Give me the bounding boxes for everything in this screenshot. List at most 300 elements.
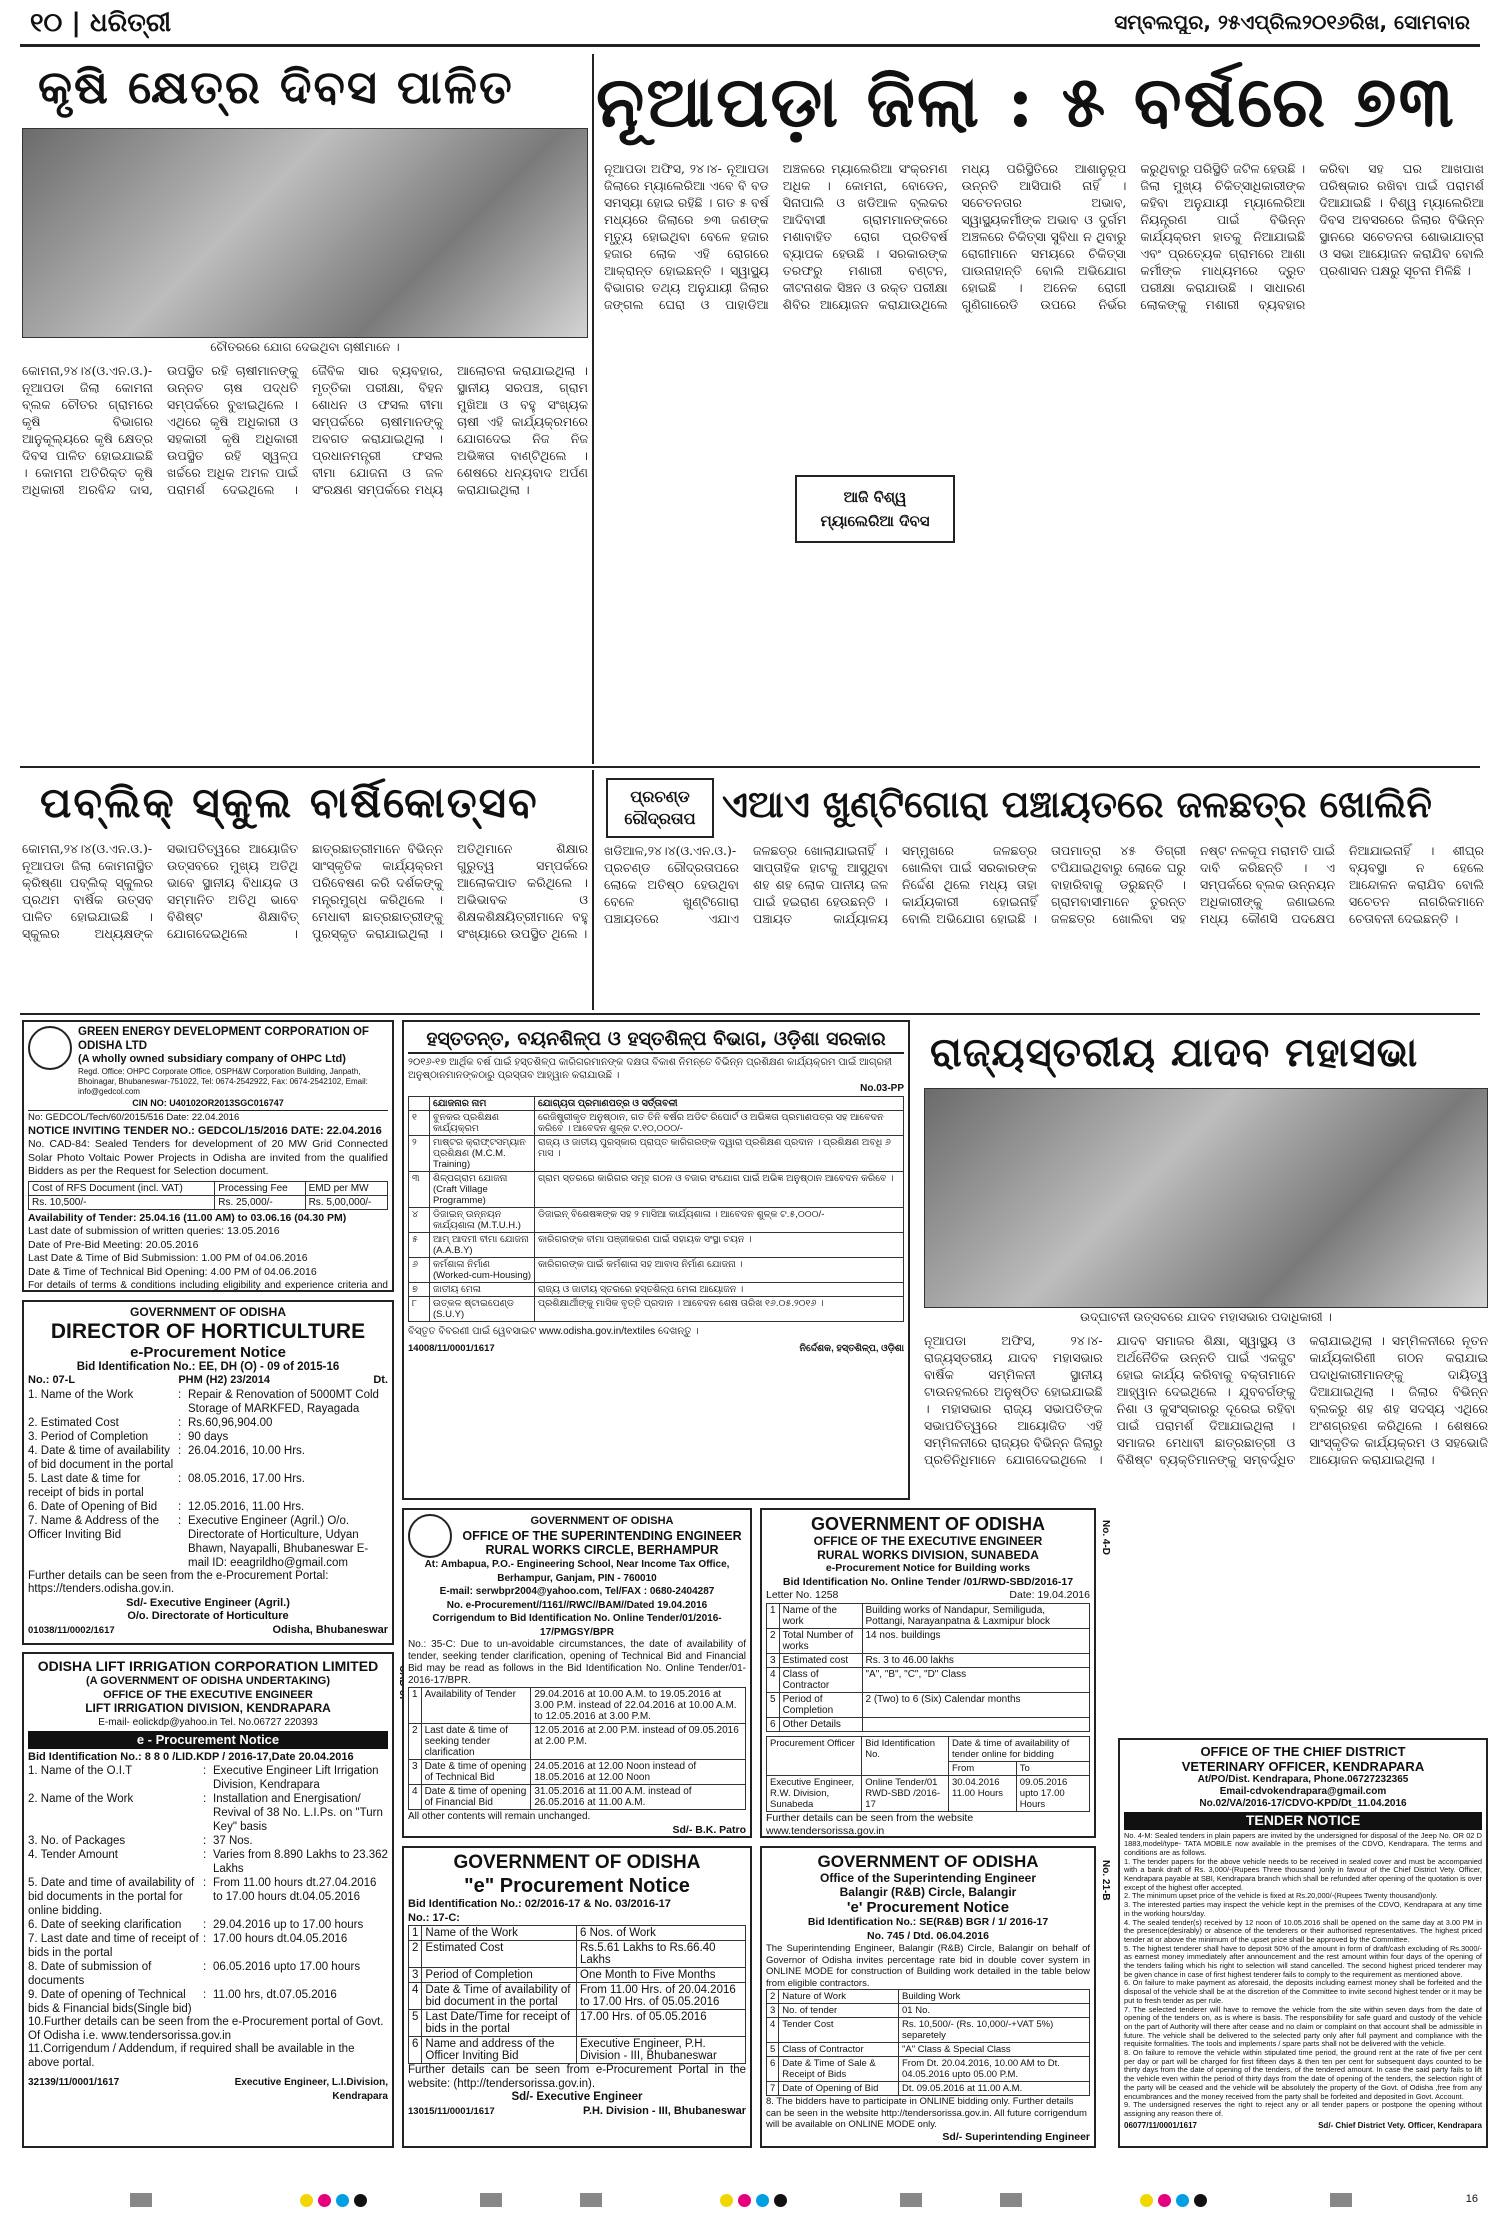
detail-label: 9. Date of opening of Technical bids & Financial bids(Single bid) <box>28 1989 192 2015</box>
olic-division: LIFT IRRIGATION DIVISION, KENDRAPARA <box>85 1701 331 1715</box>
dateline: ସମ୍ବଲପୁର, ୨୫ଏପ୍ରିଲ୨୦୧୬ରିଖ, ସୋମବାର <box>1114 10 1470 34</box>
table-cell: 24.05.2016 at 12.00 Noon instead of 18.05.2016 at 12.00 Noon <box>531 1760 746 1785</box>
handloom-foot: ବିସ୍ତୃତ ବିବରଣୀ ପାଇଁ ୱେବସାଇଟ www.odisha.gov.in/textiles ଦେଖନ୍ତୁ । <box>408 1325 699 1337</box>
phd-gov: GOVERNMENT OF ODISHA <box>453 1852 701 1873</box>
handloom-sign: ନିର୍ଦ୍ଦେଶକ, ହସ୍ତଶିଳ୍ପ, ଓଡ଼ିଶା <box>799 1343 904 1354</box>
horti-foot: Further details can be seen from the e-Procurement Portal: https://tenders.odisha.gov.in. <box>28 1569 329 1595</box>
detail-value: 17.00 hours dt.04.05.2016 <box>213 1933 348 1945</box>
page-mark: 16 <box>1465 2193 1478 2205</box>
detail-label: 3. No. of Packages <box>28 1835 126 1847</box>
rural-email: E-mail: serwbpr2004@yahoo.com, Tel/FAX : 0680-2404287 <box>439 1586 715 1597</box>
vet-condition: 4. The sealed tender(s) received by 12 noon of 10.05.2016 shall be opened on the same day at 3.00 PM in the presence(desirably) or absence of the tenderers or their authorised representatives. The highest priced tender at or above the minimum of the upset price shall be approved by the Committee. <box>1124 1917 1482 1944</box>
olic-bid: Bid Identification No.: 8 8 0 /LID.KDP / 2016-17,Date 20.04.2016 <box>28 1750 354 1763</box>
gedcol-footer: For details of terms & conditions including eligibility and experience criteria and <box>28 1280 388 1291</box>
sched-header: To <box>1016 1761 1089 1775</box>
table-cell: 1 <box>409 1688 422 1724</box>
detail-value: 08.05.2016, 17.00 Hrs. <box>188 1472 305 1485</box>
table-cell: Tender Cost <box>779 2018 899 2043</box>
table-row <box>409 1232 904 1257</box>
horti-title: DIRECTOR OF HORTICULTURE <box>50 1319 366 1343</box>
detail-sep: : <box>203 1849 207 1861</box>
detail-row <box>28 1932 388 1960</box>
rural-desc: No.: 35-C: Due to un-avoidable circumstances, the date of availability of tender, seeking tender clarification, opening of Technical Bid and Financial Bid may be read as follows in the Bid Identification No. Online Tender/01-2016-17/BPR. <box>408 1639 746 1686</box>
horti-no: No.: 07-L <box>28 1374 76 1386</box>
gedcol-company: GREEN ENERGY DEVELOPMENT CORPORATION OF ODISHA LTD <box>78 1026 369 1052</box>
table-cell: 2 <box>409 1724 422 1760</box>
gedcol-ref-no: No: GEDCOL/Tech/60/2015/516 Date: 22.04.2016 <box>28 1110 388 1125</box>
detail-row <box>28 1444 388 1472</box>
table-row <box>409 1926 746 1941</box>
table-row <box>409 1135 904 1171</box>
detail-row <box>28 1416 388 1430</box>
detail-label: 5. Last date & time for receipt of bids in portal <box>28 1472 144 1499</box>
table-cell: Period of Completion <box>779 1692 862 1717</box>
sched-header: Bid Identification No. <box>862 1736 949 1775</box>
story4-kicker: ପ୍ରଚଣ୍ଡ ରୌଦ୍ରତାପ <box>606 778 714 838</box>
balangir-office: Office of the Superintending Engineer <box>819 1871 1036 1885</box>
table-cell: "A" Class & Special Class <box>899 2043 1090 2057</box>
table-row <box>767 1653 1090 1667</box>
detail-row <box>28 1430 388 1444</box>
detail-value: 90 days <box>188 1430 229 1443</box>
table-cell: Executive Engineer, P.H. Division - III, Bhubaneswar <box>577 2037 746 2064</box>
ad-rural-works <box>402 1508 752 1838</box>
table-row <box>767 1717 1090 1731</box>
olic-email: E-mail- eolickdp@yahoo.in Tel. No.06727 220393 <box>98 1716 318 1728</box>
table-cell: 4 <box>767 2018 779 2043</box>
vet-sign: Sd/- Chief District Vety. Officer, Kendrapara <box>1318 2120 1482 2130</box>
gedcol-cin: CIN NO: U40102OR2013SGC016747 <box>132 1097 284 1108</box>
table-row <box>767 2043 1090 2057</box>
story1-caption: ଚୌତରରେ ଯୋଗ ଦେଇଥିବା ଚାଷୀମାନେ । <box>210 340 400 354</box>
table-cell: 31.05.2016 at 11.00 A.M. instead of 26.05.2016 at 11.00 A.M. <box>531 1785 746 1810</box>
table-row <box>409 1207 904 1232</box>
table-row <box>767 2057 1090 2082</box>
masthead-rule <box>20 44 1480 47</box>
table-cell: କାରିଗରଙ୍କ ପାଇଁ କର୍ମଶାଳା ସହ ଆବାସ ନିର୍ମାଣ ଯୋଜନା । <box>535 1257 904 1282</box>
table-cell: From 11.00 Hrs. of 20.04.2016 to 17.00 Hrs. of 05.05.2016 <box>577 1983 746 2010</box>
table-cell: ୬ <box>409 1257 430 1282</box>
table-cell: Rs. 10,500/- (Rs. 10,000/-+VAT 5%) separetely <box>899 2018 1090 2043</box>
horti-bid: Bid Identification No.: EE, DH (O) - 09 of 2015-16 <box>76 1360 340 1373</box>
rural-gov: GOVERNMENT OF ODISHA <box>530 1515 674 1527</box>
sunabeda-table <box>766 1603 1090 1732</box>
gedcol-fee-table <box>28 1181 388 1210</box>
story5-caption: ଉଦ୍‌ଘାଟନୀ ଉତ୍ସବରେ ଯାଦବ ମହାସଭାର ପଦାଧିକାରୀ । <box>1080 1310 1332 1324</box>
story2-headline: ନୂଆପଡ଼ା ଜିଲା : ୫ ବର୍ଷରେ ୭୩ <box>596 60 1456 143</box>
detail-sep: : <box>203 1835 207 1847</box>
story1-body: କୋମନା,୨୪।୪(ଓ.ଏନ.ଓ.)- ନୂଆପଡା ଜିଲା କୋମନା ବ୍ଲକ ଚୌତର ଗ୍ରାମରେ କୃଷି ବିଭାଗର ଆନୁକୂଲ୍ୟରେ କୃଷି କ୍ଷେତ୍ର ଦିବସ ପାଳିତ ହୋଇଯାଇଛି । କୋମନା ଅତିରିକ୍ତ କୃଷି ଅଧିକାରୀ ଅରବିନ୍ଦ ଦାସ, ଉପସ୍ଥିତ ରହି ଚାଷୀମାନଙ୍କୁ ଉନ୍ନତ ଚାଷ ପଦ୍ଧତି ସମ୍ପର୍କରେ ବୁଝାଇଥିଲେ । ଏଥିରେ କୃଷି ଅଧିକାରୀ ଓ ସହକାରୀ କୃଷି ଅଧିକାରୀ ଉପସ୍ଥିତ ରହି ସ୍ୱଳ୍ପ ଖର୍ଚ୍ଚରେ ଅଧିକ ଅମଳ ପାଇଁ ପରାମର୍ଶ ଦେଇଥିଲେ । ଜୈବିକ ସାର ବ୍ୟବହାର, ମୃତ୍ତିକା ପରୀକ୍ଷା, ବିହନ ଶୋଧନ ଓ ଫସଲ ବୀମା ସମ୍ପର୍କରେ ଚାଷୀମାନଙ୍କୁ ଅବଗତ କରାଯାଇଥିଲା । ପ୍ରଧାନମନ୍ତ୍ରୀ ଫସଲ ବୀମା ଯୋଜନା ଓ ଜଳ ସଂରକ୍ଷଣ ସମ୍ପର୍କରେ ମଧ୍ୟ ଆଲୋଚନା କରାଯାଇଥିଲା । ସ୍ଥାନୀୟ ସରପଞ୍ଚ, ଗ୍ରାମ ମୁଖିଆ ଓ ବହୁ ସଂଖ୍ୟକ ଚାଷୀ ଏହି କାର୍ଯ୍ୟକ୍ରମରେ ଯୋଗଦେଇ ନିଜ ନିଜ ଅଭିଜ୍ଞତା ବାଣ୍ଟିଥିଲେ । ଶେଷରେ ଧନ୍ୟବାଦ ଅର୍ପଣ କରାଯାଇଥିଲା । <box>22 363 588 497</box>
detail-sep: : <box>178 1444 182 1457</box>
table-cell: 6 Nos. of Work <box>577 1926 746 1941</box>
table-cell: 6 <box>409 2037 422 2064</box>
detail-sep: : <box>178 1388 182 1401</box>
balangir-circle: Balangir (R&B) Circle, Balangir <box>839 1884 1017 1899</box>
table-cell: Building Work <box>899 1990 1090 2004</box>
detail-sep: : <box>178 1472 182 1485</box>
vet-title2: VETERINARY OFFICER, KENDRAPARA <box>1181 1759 1425 1774</box>
sunabeda-side: No. 4-D <box>1100 1520 1111 1555</box>
detail-value: Varies from 8.890 Lakhs to 23.362 Lakhs <box>213 1849 388 1875</box>
detail-sep: : <box>203 1765 207 1777</box>
vet-ref: 06077/11/0001/1617 <box>1124 2120 1197 2130</box>
detail-label: 4. Date & time of availability of bid document in the portal <box>28 1444 174 1471</box>
handloom-ref: 14008/11/0001/1617 <box>408 1343 495 1354</box>
table-cell: 2 <box>409 1941 422 1968</box>
olic-foot2: 11.Corrigendum / Addendum, if required shall be available in the above portal. <box>28 2043 355 2069</box>
vet-condition: 6. On failure to make payment as aforesaid, the deposits including earnest money shall be forfeited and the disposal of the vehicle shall be at the discretion of the Committee to invite second highest tender or it may be put to fresh tender as per rule. <box>1124 1978 1482 2005</box>
table-cell: 3 <box>409 1760 422 1785</box>
table-row <box>767 1990 1090 2004</box>
table-cell: Rs. 3 to 46.00 lakhs <box>862 1653 1090 1667</box>
table-cell: Availability of Tender <box>421 1688 531 1724</box>
sunabeda-foot: Further details can be seen from the website www.tendersorissa.gov.in <box>766 1811 974 1837</box>
horti-city: Odisha, Bhubaneswar <box>272 1623 388 1636</box>
table-row <box>409 1257 904 1282</box>
detail-value: Executive Engineer Lift Irrigation Division, Kendrapara <box>213 1765 379 1791</box>
table-cell: ଜାତୀୟ ମେଳା <box>430 1282 535 1296</box>
table-row <box>767 2004 1090 2018</box>
table-cell: Class of Contractor <box>779 1667 862 1692</box>
detail-label: 6. Date of Opening of Bid <box>28 1500 158 1513</box>
table-cell: ୭ <box>409 1282 430 1296</box>
rural-table <box>408 1687 746 1810</box>
vet-intro: No. 4-M: Sealed tenders in plain papers are invited by the undersigned for disposal of the Jeep No. OR 02 D 1883,model/type- TATA MOBILE now available in the premises of the CDVO, Kendrapara. The terms and conditions are as follows. <box>1124 1830 1482 1857</box>
balangir-intro: The Superintending Engineer, Balangir (R&B) Circle, Balangir on behalf of Governor of Odisha invites percentage rate bid in double cover system in ONLINE MODE for construction of Building work detailed in the table below from eligible contractors. <box>766 1943 1090 1989</box>
detail-sep: : <box>203 1877 207 1889</box>
horti-ref2: PHM (H2) 23/2014 <box>178 1374 271 1386</box>
detail-label: 6. Date of seeking clarification <box>28 1919 182 1931</box>
detail-value: 06.05.2016 upto 17.00 hours <box>213 1961 361 1973</box>
ad-balangir <box>760 1846 1096 2148</box>
sched-value: 30.04.2016 11.00 Hours <box>949 1775 1017 1811</box>
olic-ref: 32139/11/0001/1617 <box>28 2077 120 2088</box>
balangir-bid: Bid Identification No.: SE(R&B) BGR / 1/ 2016-17 <box>807 1916 1049 1928</box>
detail-label: 2. Name of the Work <box>28 1793 134 1805</box>
table-cell: Date of Opening of Bid <box>779 2082 899 2096</box>
vet-condition: 7. The selected tenderer will have to remove the vehicle from the site within seven days from the date of opening of the tenders on, as is where is basis. The responsibility for safe guard and custody of the vehicle on the part of Authority will there after cease and no claim or complaint on that account shall be admissible in future. The vehicle shall be delivered to the selected party only after full payment and compliance with the requisite formalities. The tools and implements / spare parts shall not be delivered with the vehicle. <box>1124 2004 1482 2049</box>
table-cell: 4 <box>767 1667 780 1692</box>
table-cell: Estimated Cost <box>422 1941 577 1968</box>
gedcol-title: NOTICE INVITING TENDER NO.: GEDCOL/15/2016 DATE: 22.04.2016 <box>28 1124 382 1137</box>
table-cell: ୮ <box>409 1296 430 1321</box>
olic-sign: Executive Engineer, L.I.Division, Kendrapara <box>234 2077 388 2102</box>
rural-sign2 <box>408 1837 746 1838</box>
story4-headline: ଏଆଏ ଖୁଣ୍ଟିଗୋରା ପଞ୍ଚାୟତରେ ଜଳଛତ୍ର ଖୋଲିନି <box>722 782 1432 826</box>
detail-value: Installation and Energisation/ Revival of 38 No. L.I.Ps. on "Turn Key" basis <box>213 1793 383 1833</box>
gedcol-address: Regd. Office: OHPC Corporate Office, OSPH&W Corporation Building, Janpath, Bhoinagar, Bhubaneswar-751022, Tel: 0674-2542922, Fax: 0674-2542102, Email: info@gedcol.com <box>78 1066 368 1096</box>
ad-olic <box>22 1652 394 2148</box>
fee-header: Cost of RFS Document (incl. VAT) <box>29 1181 215 1195</box>
odisha-emblem-icon <box>408 1514 452 1558</box>
detail-label: 5. Date and time of availability of bid documents in the portal for online bidding. <box>28 1877 195 1917</box>
table-cell: 5 <box>767 2043 779 2057</box>
detail-row <box>28 1918 388 1932</box>
gedcol-line: Date of Pre-Bid Meeting: 20.05.2016 <box>28 1238 199 1251</box>
detail-row <box>28 1988 388 2016</box>
detail-value: From 11.00 hours dt.27.04.2016 to 17.00 hours dt.04.05.2016 <box>213 1877 377 1903</box>
detail-value: 26.04.2016, 10.00 Hrs. <box>188 1444 305 1457</box>
sunabeda-schedule <box>766 1736 1090 1812</box>
fee-header: Processing Fee <box>215 1181 305 1195</box>
table-cell: ବୁନକର ପ୍ରଶିକ୍ଷଣ କାର୍ଯ୍ୟକ୍ରମ <box>430 1110 535 1135</box>
horti-sign1: Sd/- Executive Engineer (Agril.) <box>126 1596 290 1609</box>
phd-no: No.: 17-C: <box>408 1911 460 1924</box>
balangir-gov: GOVERNMENT OF ODISHA <box>817 1852 1039 1871</box>
detail-row <box>28 1500 388 1514</box>
phd-sign2: P.H. Division - III, Bhubaneswar <box>582 2104 746 2117</box>
table-cell: 7 <box>767 2082 779 2096</box>
table-row <box>409 1282 904 1296</box>
horti-ref: 01038/11/0002/1617 <box>28 1624 115 1636</box>
table-row <box>409 1941 746 1968</box>
sched-value: Executive Engineer, R.W. Division, Sunabeda <box>767 1775 862 1811</box>
ad-ph-division <box>402 1846 752 2148</box>
gedcol-description: No. CAD-84: Sealed Tenders for development of 20 MW Grid Connected Solar Photo Voltaic Power Projects in Odisha are invited from the qualified Bidders as per the Request for Selection document. <box>28 1138 388 1177</box>
table-cell: 6 <box>767 2057 779 2082</box>
detail-row <box>28 1472 388 1500</box>
olic-title: ODISHA LIFT IRRIGATION CORPORATION LIMITED <box>37 1658 379 1674</box>
horti-gov: GOVERNMENT OF ODISHA <box>129 1305 286 1319</box>
table-cell: 12.05.2016 at 2.00 P.M. instead of 09.05.2016 at 2.00 P.M. <box>531 1724 746 1760</box>
gedcol-logo-icon <box>28 1026 72 1070</box>
table-cell: 3 <box>767 1653 780 1667</box>
table-cell: Total Number of works <box>779 1628 862 1653</box>
story1-photo <box>22 128 588 338</box>
story4-body: ଖଡିଆଳ,୨୪।୪(ଓ.ଏନ.ଓ.)- ପ୍ରଚଣ୍ଡ ରୌଦ୍ରତାପରେ ଲୋକେ ଅତିଷ୍ଠ ହେଉଥିବା ବେଳେ ଖୁଣ୍ଟିଗୋରା ପଞ୍ଚାୟତରେ ଏଯାଏ ଜଳଛତ୍ର ଖୋଲାଯାଇନାହିଁ । ସାପ୍ତାହିକ ହାଟକୁ ଆସୁଥିବା ଶହ ଶହ ଲୋକ ପାନୀୟ ଜଳ ପାଇଁ ହଇରାଣ ହେଉଛନ୍ତି । ପଞ୍ଚାୟତ କାର୍ଯ୍ୟାଳୟ ସମ୍ମୁଖରେ ଜଳଛତ୍ର ଖୋଲିବା ପାଇଁ ସରକାରଙ୍କ ନିର୍ଦ୍ଦେଶ ଥିଲେ ମଧ୍ୟ ତାହା କାର୍ଯ୍ୟକାରୀ ହୋଇନାହିଁ ବୋଲି ଅଭିଯୋଗ ହୋଇଛି । ତାପମାତ୍ରା ୪୫ ଡିଗ୍ରୀ ଟପିଯାଇଥିବାରୁ ଲୋକେ ଘରୁ ବାହାରିବାକୁ ଡରୁଛନ୍ତି । ଗ୍ରାମବାସୀମାନେ ତୁରନ୍ତ ଜଳଛତ୍ର ଖୋଲିବା ସହ ନଷ୍ଟ ନଳକୂପ ମରାମତି ପାଇଁ ଦାବି କରିଛନ୍ତି । ଏ ସମ୍ପର୍କରେ ବ୍ଲକ ଉନ୍ନୟନ ଅଧିକାରୀଙ୍କୁ ଜଣାଇଲେ ମଧ୍ୟ କୌଣସି ପଦକ୍ଷେପ ନିଆଯାଇନାହିଁ । ଶୀଘ୍ର ବ୍ୟବସ୍ଥା ନ ହେଲେ ଆନ୍ଦୋଳନ କରାଯିବ ବୋଲି ସଚେତନ ନାଗରିକମାନେ ଚେତାବନୀ ଦେଇଛନ୍ତି । <box>604 843 1484 926</box>
sunabeda-letter: Letter No. 1258 <box>766 1589 839 1601</box>
story2-body: ନୂଆପଡା ଅଫିସ, ୨୪।୪- ନୂଆପଡା ଜିଲାରେ ମ୍ୟାଲେରିଆ ଏବେ ବି ବଡ ସମସ୍ୟା ହୋଇ ରହିଛି । ଗତ ୫ ବର୍ଷ ମଧ୍ୟରେ ଜିଲାରେ ୭୩ ଜଣଙ୍କ ମୃତ୍ୟୁ ହୋଇଥିବା ବେଳେ ହଜାର ହଜାର ଲୋକ ଏହି ରୋଗରେ ଆକ୍ରାନ୍ତ ହୋଇଛନ୍ତି । ସ୍ୱାସ୍ଥ୍ୟ ବିଭାଗର ତଥ୍ୟ ଅନୁଯାୟୀ ଜିଲାର ଜଙ୍ଗଲ ଘେରା ଓ ପାହାଡିଆ ଅଞ୍ଚଳରେ ମ୍ୟାଲେରିଆ ସଂକ୍ରମଣ ଅଧିକ । କୋମନା, ବୋଡେନ, ସିନାପାଲି ଓ ଖଡିଆଳ ବ୍ଲକର ଆଦିବାସୀ ଗ୍ରାମମାନଙ୍କରେ ମଶାବାହିତ ରୋଗ ପ୍ରତିବର୍ଷ ବ୍ୟାପକ ହେଉଛି । ସରକାରଙ୍କ ତରଫରୁ ମଶାରୀ ବଣ୍ଟନ, କୀଟନାଶକ ସିଞ୍ଚନ ଓ ରକ୍ତ ପରୀକ୍ଷା ଶିବିର ଆୟୋଜନ କରାଯାଉଥିଲେ ମଧ୍ୟ ପରିସ୍ଥିତିରେ ଆଶାନୁରୂପ ଉନ୍ନତି ଆସିପାରି ନାହିଁ । ସଚେତନତାର ଅଭାବ, ସ୍ୱାସ୍ଥ୍ୟକର୍ମୀଙ୍କ ଅଭାବ ଓ ଦୁର୍ଗମ ଅଞ୍ଚଳରେ ଚିକିତ୍ସା ସୁବିଧା ନ ଥିବାରୁ ରୋଗୀମାନେ ସମୟରେ ଚିକିତ୍ସା ପାଉନାହାନ୍ତି ବୋଲି ଅଭିଯୋଗ ହୋଇଛି । ଅନେକ ରୋଗୀ ଗୁଣିଗାରେଡି ଉପରେ ନିର୍ଭର କରୁଥିବାରୁ ପରିସ୍ଥିତି ଜଟିଳ ହେଉଛି । ଜିଲା ମୁଖ୍ୟ ଚିକିତ୍ସାଧିକାରୀଙ୍କ କହିବା ଅନୁଯାୟୀ ମ୍ୟାଲେରିଆ ନିୟନ୍ତ୍ରଣ ପାଇଁ ବିଭିନ୍ନ କାର୍ଯ୍ୟକ୍ରମ ହାତକୁ ନିଆଯାଇଛି ଏବଂ ପ୍ରତ୍ୟେକ ଗ୍ରାମରେ ଆଶା କର୍ମୀଙ୍କ ମାଧ୍ୟମରେ ଦ୍ରୁତ ପରୀକ୍ଷା କରାଯାଉଛି । ସାଧାରଣ ଲୋକଙ୍କୁ ମଶାରୀ ବ୍ୟବହାର କରିବା ସହ ଘର ଆଖପାଖ ପରିଷ୍କାର ରଖିବା ପାଇଁ ପରାମର୍ଶ ଦିଆଯାଇଛି । ବିଶ୍ୱ ମ୍ୟାଲେରିଆ ଦିବସ ଅବସରରେ ଜିଲାର ବିଭିନ୍ନ ସ୍ଥାନରେ ସଚେତନତା ଶୋଭାଯାତ୍ରା ଓ ସଭା ଆୟୋଜନ କରାଯିବ ବୋଲି ପ୍ରଶାସନ ପକ୍ଷରୁ ସୂଚନା ମିଳିଛି । <box>604 161 1484 312</box>
olic-band: e - Procurement Notice <box>28 1731 388 1749</box>
table-cell: ରାଜ୍ୟ ଓ ଜାତୀୟ ସ୍ତରରେ ହସ୍ତଶିଳ୍ପ ମେଳା ଆୟୋଜନ । <box>535 1282 904 1296</box>
table-cell: One Month to Five Months <box>577 1968 746 1983</box>
detail-label: 1. Name of the O.I.T <box>28 1765 133 1777</box>
phd-table <box>408 1925 746 2064</box>
rural-no: No. e-Procurement//1161//RWC//BAM//Dated 19.04.2016 <box>446 1599 708 1611</box>
table-row <box>409 1760 746 1785</box>
balangir-foot: 8. The bidders have to participate in ONLINE bidding only. Further details can be seen in the website http://tendersorissa.gov.in. All future corrigendum will be available on ONLINE MODE only. <box>766 2096 1087 2130</box>
balangir-title: 'e' Procurement Notice <box>846 1899 1010 1916</box>
col-sl <box>409 1096 430 1110</box>
balangir-sign1: Sd/- Superintending Engineer <box>942 2130 1090 2143</box>
table-row <box>767 1692 1090 1717</box>
detail-label: 2. Estimated Cost <box>28 1416 119 1429</box>
table-row <box>409 1171 904 1207</box>
rural-sign1: Sd/- B.K. Patro <box>672 1823 746 1836</box>
detail-sep: : <box>203 1919 207 1931</box>
table-cell: 5 <box>767 1692 780 1717</box>
detail-row <box>28 1514 388 1570</box>
rural-foot: All other contents will remain unchanged. <box>408 1811 591 1822</box>
ad-veterinary <box>1118 1738 1488 2148</box>
vet-email: Email-cdvokendrapara@gmail.com <box>1219 1786 1387 1797</box>
ad-horticulture <box>22 1300 394 1645</box>
table-cell: Date & Time of Sale & Receipt of Bids <box>779 2057 899 2082</box>
sched-header: Procurement Officer <box>767 1736 862 1775</box>
table-cell: ପ୍ରଶିକ୍ଷାର୍ଥୀଙ୍କୁ ମାସିକ ବୃତ୍ତି ପ୍ରଦାନ । ଆବେଦନ ଶେଷ ତାରିଖ ୧୬.୦୫.୨୦୧୬ । <box>535 1296 904 1321</box>
table-cell: ଡିଜାଇନ୍ ଉନ୍ନୟନ କାର୍ଯ୍ୟଶାଳା (M.T.U.H.) <box>430 1207 535 1232</box>
balangir-side: No. 21-B <box>1100 1860 1111 1901</box>
story5-headline: ରାଜ୍ୟସ୍ତରୀୟ ଯାଦବ ମହାସଭା <box>930 1029 1419 1076</box>
balangir-no: No. 745 / Dtd. 06.04.2016 <box>867 1929 989 1942</box>
table-cell: Name of the Work <box>422 1926 577 1941</box>
detail-row <box>28 1834 388 1848</box>
detail-row <box>28 1960 388 1988</box>
table-row <box>409 2037 746 2064</box>
table-cell: 3 <box>767 2004 779 2018</box>
detail-row <box>28 1792 388 1834</box>
table-cell: ୧ <box>409 1110 430 1135</box>
table-cell: From Dt. 20.04.2016, 10.00 AM to Dt. 04.05.2016 upto 05.00 P.M. <box>899 2057 1090 2082</box>
detail-label: 7. Last date and time of receipt of bids in the portal <box>28 1933 199 1959</box>
detail-sep: : <box>203 1989 207 2001</box>
detail-row <box>28 1848 388 1876</box>
vet-points <box>1124 1858 1482 2119</box>
table-cell: ୩ <box>409 1171 430 1207</box>
sched-header: Date & time of availability of tender online for bidding <box>949 1736 1090 1761</box>
sunabeda-office: OFFICE OF THE EXECUTIVE ENGINEER <box>813 1534 1043 1548</box>
vet-condition: 5. The highest tenderer shall have to deposit 50% of the amount in form of draft/cash excluding of Rs.3000/-as earnest money immediately after announcement and the rest amount within four days of the opening of the tenders failing which his right to selection will stand cancelled. The second highest priced tenderer may be given chance in case of first highest tenderer fails to comply to the requirement as mentioned above. <box>1124 1943 1482 1979</box>
table-cell: Date & time of opening of Financial Bid <box>421 1785 531 1810</box>
handloom-table <box>408 1096 904 1322</box>
table-row <box>767 1603 1090 1628</box>
table-cell: Estimated cost <box>779 1653 862 1667</box>
sched-value: 09.05.2016 upto 17.00 Hours <box>1016 1775 1089 1811</box>
table-cell: Name and address of the Officer Inviting Bid <box>422 2037 577 2064</box>
table-row <box>409 2010 746 2037</box>
vet-condition: 2. The minimum upset price of the vehicle is fixed at Rs.20,000/-(Rupees Twenty thousand)only. <box>1124 1891 1438 1901</box>
table-cell: 4 <box>409 1983 422 2010</box>
table-row <box>767 1667 1090 1692</box>
print-marks <box>0 2183 1500 2217</box>
detail-row <box>28 1388 388 1416</box>
detail-sep: : <box>178 1500 182 1513</box>
table-row <box>767 2082 1090 2096</box>
table-cell: ଗ୍ରାମ ସ୍ତରରେ କାରିଗର ସମୂହ ଗଠନ ଓ ବଜାର ସଂଯୋଗ ପାଇଁ ଅଭିଜ୍ଞ ଅନୁଷ୍ଠାନ ଆବେଦନ କରିବେ । <box>535 1171 904 1207</box>
detail-label: 8. Date of submission of documents <box>28 1961 152 1987</box>
page-number-label: ୧୦ | ଧରିତ୍ରୀ <box>30 8 172 38</box>
handloom-title: ହସ୍ତତନ୍ତ, ବୟନଶିଳ୍ପ ଓ ହସ୍ତଶିଳ୍ପ ବିଭାଗ, ଓଡ଼ିଶା ସରକାର <box>408 1026 904 1054</box>
table-row <box>409 1688 746 1724</box>
olic-rows <box>28 1764 388 2016</box>
detail-sep: : <box>203 1933 207 1945</box>
table-cell: Other Details <box>779 1717 862 1731</box>
table-cell: 3 <box>409 1968 422 1983</box>
story3-body: କୋମନା,୨୪।୪(ଓ.ଏନ.ଓ.)- ନୂଆପଡା ଜିଲା କୋମନାସ୍ଥିତ କ୍ରିଷ୍ଣା ପବ୍ଲିକ୍ ସ୍କୁଲର ପ୍ରଥମ ବାର୍ଷିକ ଉତ୍ସବ ପାଳିତ ହୋଇଯାଇଛି । ସ୍କୁଲର ଅଧ୍ୟକ୍ଷଙ୍କ ସଭାପତିତ୍ୱରେ ଆୟୋଜିତ ଉତ୍ସବରେ ମୁଖ୍ୟ ଅତିଥି ଭାବେ ସ୍ଥାନୀୟ ବିଧାୟକ ଓ ସମ୍ମାନିତ ଅତିଥି ଭାବେ ବିଶିଷ୍ଟ ଶିକ୍ଷାବିତ୍ ଯୋଗଦେଇଥିଲେ । ଛାତ୍ରଛାତ୍ରୀମାନେ ବିଭିନ୍ନ ସାଂସ୍କୃତିକ କାର୍ଯ୍ୟକ୍ରମ ପରିବେଷଣ କରି ଦର୍ଶକଙ୍କୁ ମନ୍ତ୍ରମୁଗ୍ଧ କରିଥିଲେ । ମେଧାବୀ ଛାତ୍ରଛାତ୍ରୀଙ୍କୁ ପୁରସ୍କୃତ କରାଯାଇଥିଲା । ଅତିଥିମାନେ ଶିକ୍ଷାର ଗୁରୁତ୍ୱ ସମ୍ପର୍କରେ ଆଲୋକପାତ କରିଥିଲେ । ଅଭିଭାବକ ଓ ଶିକ୍ଷକଶିକ୍ଷୟିତ୍ରୀମାନେ ବହୁ ସଂଖ୍ୟାରେ ଉପସ୍ଥିତ ଥିଲେ । <box>22 841 588 941</box>
horti-dt: Dt. <box>373 1374 388 1386</box>
table-cell: 2 <box>767 1990 779 2004</box>
table-cell: 2 (Two) to 6 (Six) Calendar months <box>862 1692 1090 1717</box>
detail-value: 11.00 hrs, dt.07.05.2016 <box>213 1989 337 2001</box>
fee-value: Rs. 5,00,000/- <box>305 1195 387 1209</box>
table-cell: Building works of Nandapur, Semiliguda, Pottangi, Narayanpatna & Laxmipur block <box>862 1603 1090 1628</box>
table-cell: Rs.5.61 Lakhs to Rs.66.40 Lakhs <box>577 1941 746 1968</box>
olic-sub: (A GOVERNMENT OF ODISHA UNDERTAKING) <box>85 1675 331 1687</box>
sunabeda-gov: GOVERNMENT OF ODISHA <box>810 1514 1045 1534</box>
table-cell: 4 <box>409 1785 422 1810</box>
table-cell: Dt. 09.05.2016 at 11.00 A.M. <box>899 2082 1090 2096</box>
vet-condition: 1. The tender papers for the above vehicle needs to be received in sealed cover and must be accompanied with a bank draft of Rs. 3,000/-(Rupees Three thousand )only in favour of the Chief District Vety. Officer, Kendrapara payable at SBI, Kendrapara branch which shall be refunded after opening of the quotation is over except of the highest offer accepted. <box>1124 1856 1482 1892</box>
vet-band: TENDER NOTICE <box>1124 1812 1482 1830</box>
gedcol-line: Last Date & Time of Bid Submission: 1.00 PM of 04.06.2016 <box>28 1252 308 1264</box>
detail-sep: : <box>178 1416 182 1429</box>
detail-label: 4. Tender Amount <box>28 1849 118 1861</box>
table-cell: 2 <box>767 1628 780 1653</box>
phd-foot: Further details can be seen from e-Procurement Portal in the website: (http://tendersorissa.gov.in). <box>408 2064 746 2090</box>
table-cell: କର୍ମଶାଳା ନିର୍ମାଣ (Worked-cum-Housing) <box>430 1257 535 1282</box>
table-cell: Nature of Work <box>779 1990 899 2004</box>
table-row <box>409 1785 746 1810</box>
malaria-day-box: ଆଜି ବିଶ୍ୱ ମ୍ୟାଲେରିଆ ଦିବସ <box>795 475 955 543</box>
gedcol-line: Last date of submission of written queries: 13.05.2016 <box>28 1225 280 1237</box>
detail-value: Repair & Renovation of 5000MT Cold Storage of MARKFED, Rayagada <box>188 1388 379 1415</box>
story1-headline: କୃଷି କ୍ଷେତ୍ର ଦିବସ ପାଳିତ <box>38 60 514 114</box>
table-cell: No. of tender <box>779 2004 899 2018</box>
phd-ref: 13015/11/0001/1617 <box>408 2105 495 2117</box>
table-cell: ଉତ୍କଳ ଷ୍ଟାଇପେଣ୍ଡ (S.U.Y) <box>430 1296 535 1321</box>
detail-value: 29.04.2016 up to 17.00 hours <box>213 1919 364 1931</box>
table-cell: Period of Completion <box>422 1968 577 1983</box>
story3-headline: ପବ୍ଲିକ୍ ସ୍କୁଲ ବାର୍ଷିକୋତ୍ସବ <box>40 778 539 827</box>
table-cell: 6 <box>767 1717 780 1731</box>
vet-address: At/PO/Dist. Kendrapara, Phone.06727232365 <box>1197 1774 1409 1785</box>
vet-condition: 9. The undersigned reserves the right to reject any or all tender papers or postpone the opening without assigning any reason there of. <box>1124 2100 1482 2118</box>
sunabeda-date: Date: 19.04.2016 <box>1009 1589 1090 1601</box>
detail-value: Rs.60,96,904.00 <box>188 1416 273 1429</box>
table-cell: ୪ <box>409 1207 430 1232</box>
detail-label: 1. Name of the Work <box>28 1388 134 1401</box>
table-cell: ଶିଳ୍ପଗ୍ରାମ ଯୋଜନା (Craft Village Programme) <box>430 1171 535 1207</box>
ad-sunabeda <box>760 1508 1096 1838</box>
horti-sign2: O/o. Directorate of Horticulture <box>127 1610 289 1622</box>
rural-circle: RURAL WORKS CIRCLE, BERHAMPUR <box>485 1542 719 1557</box>
table-cell: 1 <box>767 1603 780 1628</box>
sched-value: Online Tender/01 RWD-SBD /2016-17 <box>862 1775 949 1811</box>
rural-title: OFFICE OF THE SUPERINTENDING ENGINEER <box>462 1528 742 1543</box>
table-cell: 01 No. <box>899 2004 1090 2018</box>
sched-header: From <box>949 1761 1017 1775</box>
handloom-intro: ୨୦୧୬-୧୭ ଆର୍ଥିକ ବର୍ଷ ପାଇଁ ହସ୍ତଶିଳ୍ପ କାରିଗରମାନଙ୍କ ଦକ୍ଷତା ବିକାଶ ନିମନ୍ତେ ବିଭିନ୍ନ ପ୍ରଶିକ୍ଷଣ କାର୍ଯ୍ୟକ୍ରମ ପାଇଁ ଆଗ୍ରହୀ ଅନୁଷ୍ଠାନମାନଙ୍କଠାରୁ ପ୍ରସ୍ତାବ ଆହ୍ୱାନ କରାଯାଉଛି । <box>408 1057 893 1081</box>
story5-body: ନୂଆପଡା ଅଫିସ, ୨୪।୪- ରାଜ୍ୟସ୍ତରୀୟ ଯାଦବ ମହାସଭାର ବାର୍ଷିକ ସମ୍ମିଳନୀ ସ୍ଥାନୀୟ ଟାଉନହଲରେ ଅନୁଷ୍ଠିତ ହୋଇଯାଇଛି । ମହାସଭାର ରାଜ୍ୟ ସଭାପତିଙ୍କ ସଭାପତିତ୍ୱରେ ଆୟୋଜିତ ଏହି ସମ୍ମିଳନୀରେ ରାଜ୍ୟର ବିଭିନ୍ନ ଜିଲାରୁ ପ୍ରତିନିଧିମାନେ ଯୋଗଦେଇଥିଲେ । ଯାଦବ ସମାଜର ଶିକ୍ଷା, ସ୍ୱାସ୍ଥ୍ୟ ଓ ଅର୍ଥନୈତିକ ଉନ୍ନତି ପାଇଁ ଏକଜୁଟ ହୋଇ କାର୍ଯ୍ୟ କରିବାକୁ ବକ୍ତାମାନେ ଆହ୍ୱାନ ଦେଇଥିଲେ । ଯୁବବର୍ଗଙ୍କୁ ନିଶା ଓ କୁସଂସ୍କାରରୁ ଦୂରେଇ ରହିବା ପାଇଁ ପରାମର୍ଶ ଦିଆଯାଇଥିଲା । ସମାଜର ମେଧାବୀ ଛାତ୍ରଛାତ୍ରୀ ଓ ବିଶିଷ୍ଟ ବ୍ୟକ୍ତିମାନଙ୍କୁ ସମ୍ବର୍ଦ୍ଧିତ କରାଯାଇଥିଲା । ସମ୍ମିଳନୀରେ ନୂତନ କାର୍ଯ୍ୟକାରିଣୀ ଗଠନ କରାଯାଇ ପଦାଧିକାରୀମାନଙ୍କୁ ଦାୟିତ୍ୱ ଦିଆଯାଇଥିଲା । ଜିଲାର ବିଭିନ୍ନ ବ୍ଲକରୁ ଶହ ଶହ ସଦସ୍ୟ ଏଥିରେ ଅଂଶଗ୍ରହଣ କରିଥିଲେ । ଶେଷରେ ସାଂସ୍କୃତିକ କାର୍ଯ୍ୟକ୍ରମ ଓ ସହଭୋଜି ଆୟୋଜନ କରାଯାଇଥିଲା । <box>924 1333 1488 1467</box>
sunabeda-division: RURAL WORKS DIVISION, SUNABEDA <box>817 1547 1039 1562</box>
table-cell: Date & Time of availability of bid document in the portal <box>422 1983 577 2010</box>
phd-sign1: Sd/- Executive Engineer <box>511 2091 643 2103</box>
table-cell: ରେଜିଷ୍ଟ୍ରୀକୃତ ଅନୁଷ୍ଠାନ, ଗତ ତିନି ବର୍ଷର ଅଡିଟ ରିପୋର୍ଟ ଓ ଅଭିଜ୍ଞତା ପ୍ରମାଣପତ୍ର ସହ ଆବେଦନ କରିବେ । ଆବେଦନ ଶୁଳ୍କ ଟ.୧୦,୦୦୦/- <box>535 1110 904 1135</box>
detail-sep: : <box>203 1793 207 1805</box>
table-cell: ରାଜ୍ୟ ଓ ଜାତୀୟ ପୁରସ୍କାର ପ୍ରାପ୍ତ କାରିଗରଙ୍କ ଦ୍ୱାରା ପ୍ରଶିକ୍ଷଣ ପ୍ରଦାନ । ପ୍ରଶିକ୍ଷଣ ଅବଧି ୬ ମାସ । <box>535 1135 904 1171</box>
balangir-ref <box>766 2144 853 2148</box>
ad-gedcol <box>22 1020 394 1292</box>
table-cell: Name of the work <box>779 1603 862 1628</box>
table-cell: Class of Contractor <box>779 2043 899 2057</box>
table-row <box>409 1968 746 1983</box>
vet-title1: OFFICE OF THE CHIEF DISTRICT <box>1200 1744 1406 1759</box>
table-row <box>409 1296 904 1321</box>
olic-office: OFFICE OF THE EXECUTIVE ENGINEER <box>103 1688 313 1701</box>
fee-header: EMD per MW <box>305 1181 387 1195</box>
table-cell: Last Date/Time for receipt of bids in the portal <box>422 2010 577 2037</box>
table-cell: ଡିଜାଇନ୍ ବିଶେଷଜ୍ଞଙ୍କ ସହ ୨ ମାସିଆ କାର୍ଯ୍ୟଶାଳା । ଆବେଦନ ଶୁଳ୍କ ଟ.୫,୦୦୦/- <box>535 1207 904 1232</box>
table-cell: ମାଷ୍ଟର କ୍ରାଫ୍ଟସମ୍ୟାନ ପ୍ରଶିକ୍ଷଣ (M.C.M. Training) <box>430 1135 535 1171</box>
table-cell <box>862 1717 1090 1731</box>
col-scheme: ଯୋଜନାର ନାମ <box>430 1096 535 1110</box>
ad-handloom <box>402 1020 910 1500</box>
vet-condition: 3. The interested parties may inspect the vehicle kept in the premises of the CDVO, Kendrapara at any time in the working hours/day. <box>1124 1900 1482 1918</box>
story5-photo <box>924 1088 1488 1308</box>
gedcol-line: Availability of Tender: 25.04.16 (11.00 AM) to 03.06.16 (04.30 PM) <box>28 1211 347 1224</box>
detail-sep: : <box>203 1961 207 1973</box>
table-row <box>409 1983 746 2010</box>
